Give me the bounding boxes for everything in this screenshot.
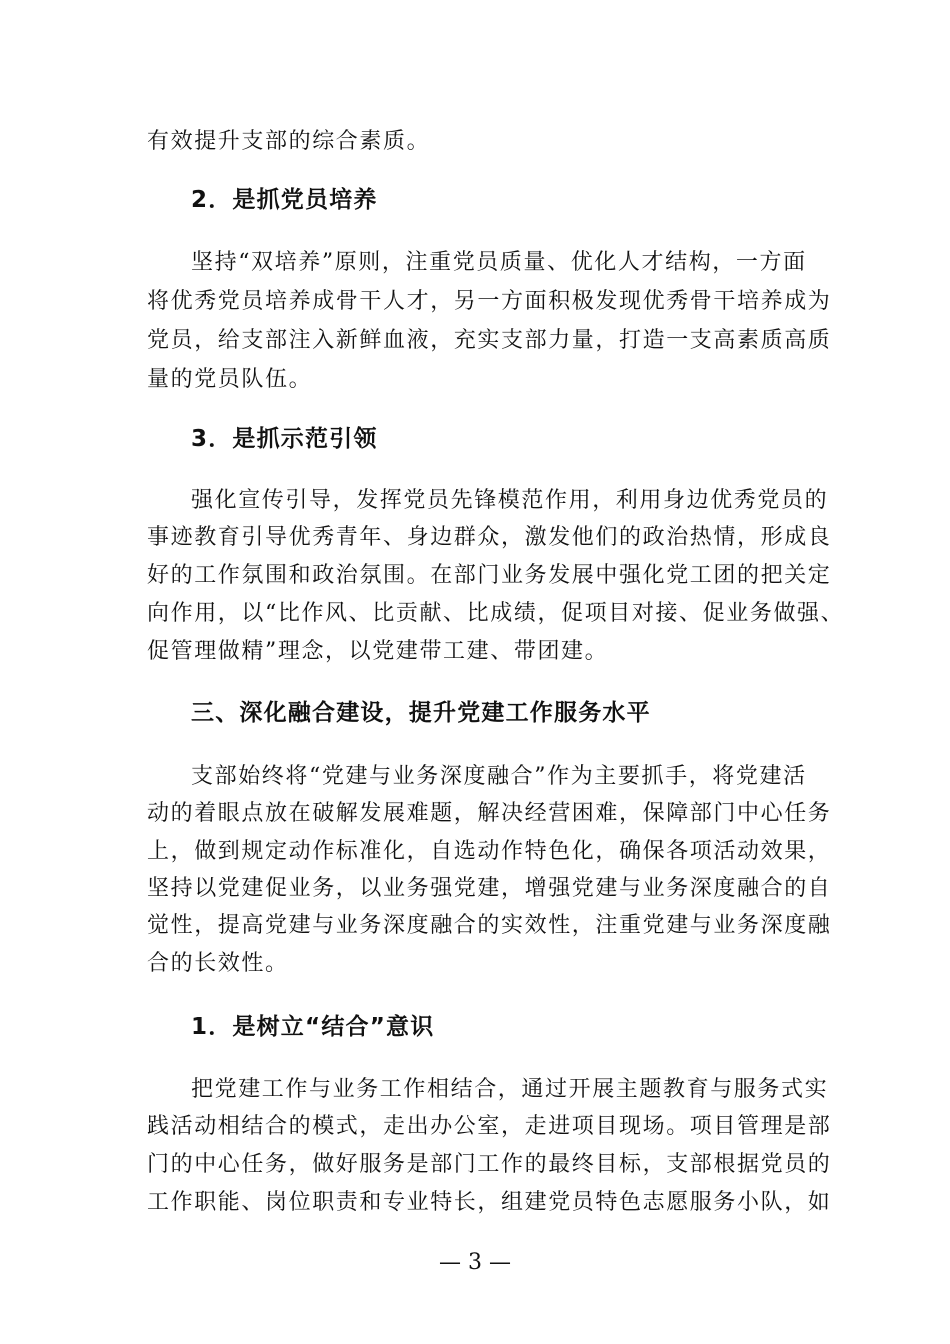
paragraph-line: 合的长效性。	[147, 951, 289, 976]
paragraph-line: 工作职能、岗位职责和专业特长，组建党员特色志愿服务小队，如	[147, 1190, 832, 1215]
paragraph-line: 动的着眼点放在破解发展难题，解决经营困难，保障部门中心任务	[147, 801, 832, 826]
paragraph-line: 把党建工作与业务工作相结合，通过开展主题教育与服务式实	[191, 1077, 829, 1102]
paragraph-line: 践活动相结合的模式，走出办公室，走进项目现场。项目管理是部	[147, 1114, 832, 1139]
paragraph-line: 上，做到规定动作标准化，自选动作特色化，确保各项活动效果，	[147, 839, 832, 864]
paragraph-line: 强化宣传引导，发挥党员先锋模范作用，利用身边优秀党员的	[191, 488, 829, 513]
paragraph-line: 党员，给支部注入新鲜血液，充实支部力量，打造一支高素质高质	[147, 328, 832, 353]
paragraph-line: 有效提升支部的综合素质。	[147, 129, 431, 154]
paragraph-line: 事迹教育引导优秀青年、身边群众，激发他们的政治热情，形成良	[147, 525, 832, 550]
paragraph-line: 坚持以党建促业务，以业务强党建，增强党建与业务深度融合的自	[147, 876, 832, 901]
paragraph-line: 坚持“双培养”原则，注重党员质量、优化人才结构，一方面	[191, 250, 807, 275]
heading-combination-awareness: 1．是树立“结合”意识	[191, 1014, 435, 1040]
paragraph-line: 支部始终将“党建与业务深度融合”作为主要抓手，将党建活	[191, 764, 807, 789]
paragraph-line: 向作用，以“比作风、比贡献、比成绩，促项目对接、促业务做强、	[147, 601, 845, 626]
paragraph-line: 促管理做精”理念，以党建带工建、带团建。	[147, 639, 609, 664]
page-number: — 3 —	[439, 1250, 511, 1275]
paragraph-line: 将优秀党员培养成骨干人才，另一方面积极发现优秀骨干培养成为	[147, 289, 832, 314]
paragraph-line: 量的党员队伍。	[147, 367, 313, 392]
section-heading-integration: 三、深化融合建设，提升党建工作服务水平	[191, 700, 651, 726]
paragraph-line: 门的中心任务，做好服务是部门工作的最终目标，支部根据党员的	[147, 1152, 832, 1177]
paragraph-line: 觉性，提高党建与业务深度融合的实效性，注重党建与业务深度融	[147, 913, 832, 938]
heading-demonstration-leadership: 3．是抓示范引领	[191, 426, 378, 452]
paragraph-line: 好的工作氛围和政治氛围。在部门业务发展中强化党工团的把关定	[147, 563, 832, 588]
heading-party-member-cultivation: 2．是抓党员培养	[191, 187, 378, 213]
